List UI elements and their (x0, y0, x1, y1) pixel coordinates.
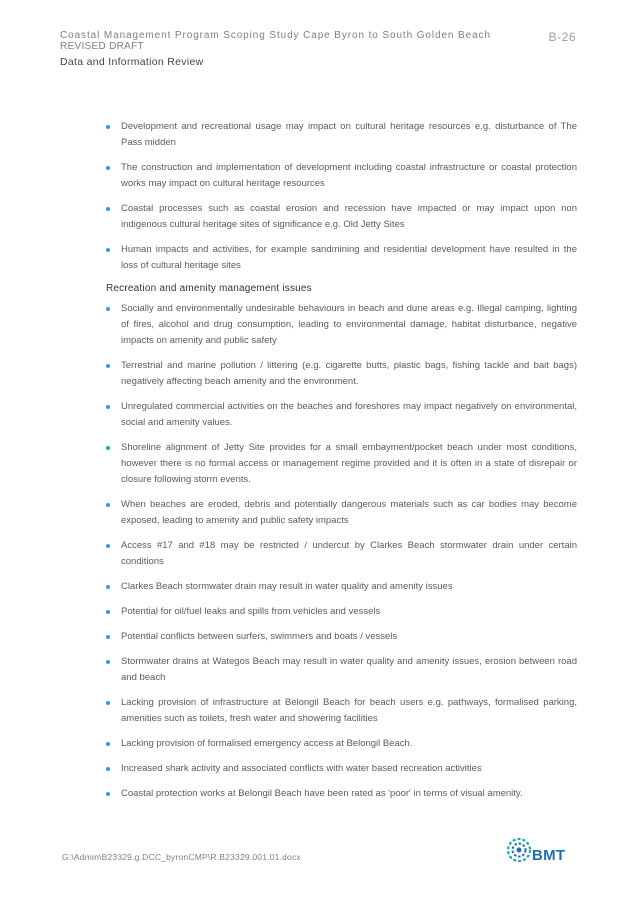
bullet-text: Coastal protection works at Belongil Beach have been rated as 'poor' in terms of visual amenity. (121, 788, 523, 799)
list-item (106, 538, 577, 570)
list-item (106, 399, 577, 431)
bullet-icon (106, 248, 110, 252)
document-title: Coastal Management Program Scoping Study Cape Byron to South Golden Beach (60, 30, 491, 41)
bullet-text: Lacking provision of formalised emergency access at Belongil Beach. (121, 738, 413, 749)
bullet-text: When beaches are eroded, debris and potentially dangerous materials such as car bodies may become exposed, leading to amenity and public safety impacts (121, 499, 577, 526)
bullet-icon (106, 701, 110, 705)
list-item (106, 629, 577, 645)
bullet-icon (106, 125, 110, 129)
bullet-text: Potential for oil/fuel leaks and spills from vehicles and vessels (121, 606, 381, 617)
bullet-text: Access #17 and #18 may be restricted / undercut by Clarkes Beach stormwater drain under certain conditions (121, 540, 577, 567)
draft-label: REVISED DRAFT (60, 41, 144, 52)
bullet-text: Development and recreational usage may impact on cultural heritage resources e.g. disturbance of The Pass midden (121, 121, 577, 148)
list-item (106, 579, 577, 595)
bullet-icon (106, 207, 110, 211)
bullet-text: The construction and implementation of development including coastal infrastructure or coastal protection works may impact on cultural heritage resources (121, 162, 577, 189)
list-item (106, 358, 577, 390)
page-number: B-26 (548, 30, 576, 44)
list-item (106, 242, 577, 274)
bullet-text: Terrestrial and marine pollution / littering (e.g. cigarette butts, plastic bags, fishing tackle and bait bags) negatively affecting beach amenity and the environment. (121, 360, 577, 387)
bullet-text: Shoreline alignment of Jetty Site provides for a small embayment/pocket beach under most conditions, however there is no formal access or management regime provided and it is often in a state of disrepair or closure following storm events. (121, 442, 577, 485)
bullet-icon (106, 585, 110, 589)
page-header (60, 30, 576, 68)
page-body (106, 119, 577, 811)
section-title: Data and Information Review (60, 56, 204, 68)
cultural-heritage-list (106, 119, 577, 274)
list-item (106, 786, 577, 802)
bullet-icon (106, 307, 110, 311)
bullet-text: Stormwater drains at Wategos Beach may result in water quality and amenity issues, erosion between road and beach (121, 656, 577, 683)
bullet-icon (106, 503, 110, 507)
amenity-issues-list (106, 301, 577, 802)
bullet-text: Potential conflicts between surfers, swimmers and boats / vessels (121, 631, 398, 642)
bullet-text: Human impacts and activities, for example sandmining and residential development have resulted in the loss of cultural heritage sites (121, 244, 577, 271)
bullet-icon (106, 742, 110, 746)
bullet-icon (106, 446, 110, 450)
list-item (106, 201, 577, 233)
bmt-logo (506, 834, 576, 866)
bullet-icon (106, 792, 110, 796)
bullet-text: Socially and environmentally undesirable behaviours in beach and dune areas e.g. Illegal camping, lighting of fires, alcohol and drug consumption, leading to environmental damage, habitat disturbance, negative impacts on amenity and public safety (121, 303, 577, 346)
bullet-icon (106, 767, 110, 771)
bullet-icon (106, 166, 110, 170)
bullet-text: Unregulated commercial activities on the beaches and foreshores may impact negatively on environmental, social and amenity values. (121, 401, 577, 428)
list-item (106, 497, 577, 529)
list-item (106, 301, 577, 349)
list-item (106, 160, 577, 192)
bullet-icon (106, 544, 110, 548)
list-item (106, 440, 577, 488)
list-item (106, 654, 577, 686)
list-item (106, 736, 577, 752)
bullet-text: Clarkes Beach stormwater drain may result in water quality and amenity issues (121, 581, 453, 592)
amenity-heading: Recreation and amenity management issues (106, 283, 312, 294)
list-item (106, 119, 577, 151)
list-item (106, 761, 577, 777)
bullet-icon (106, 660, 110, 664)
footer-file-path: G:\Admin\B23329.g.DCC_byronCMP\R.B23329.001.01.docx (62, 852, 301, 862)
bullet-icon (106, 635, 110, 639)
bullet-text: Increased shark activity and associated conflicts with water based recreation activities (121, 763, 482, 774)
bullet-text: Coastal processes such as coastal erosion and recession have impacted or may impact upon non indigenous cultural heritage sites of significance e.g. Old Jetty Sites (121, 203, 577, 230)
bullet-text: Lacking provision of infrastructure at Belongil Beach for beach users e.g. pathways, formalised parking, amenities such as toilets, fresh water and showering facilities (121, 697, 577, 724)
bullet-icon (106, 405, 110, 409)
list-item (106, 604, 577, 620)
bmt-logo-text: BMT (532, 847, 566, 864)
bullet-icon (106, 364, 110, 368)
list-item (106, 695, 577, 727)
bullet-icon (106, 610, 110, 614)
